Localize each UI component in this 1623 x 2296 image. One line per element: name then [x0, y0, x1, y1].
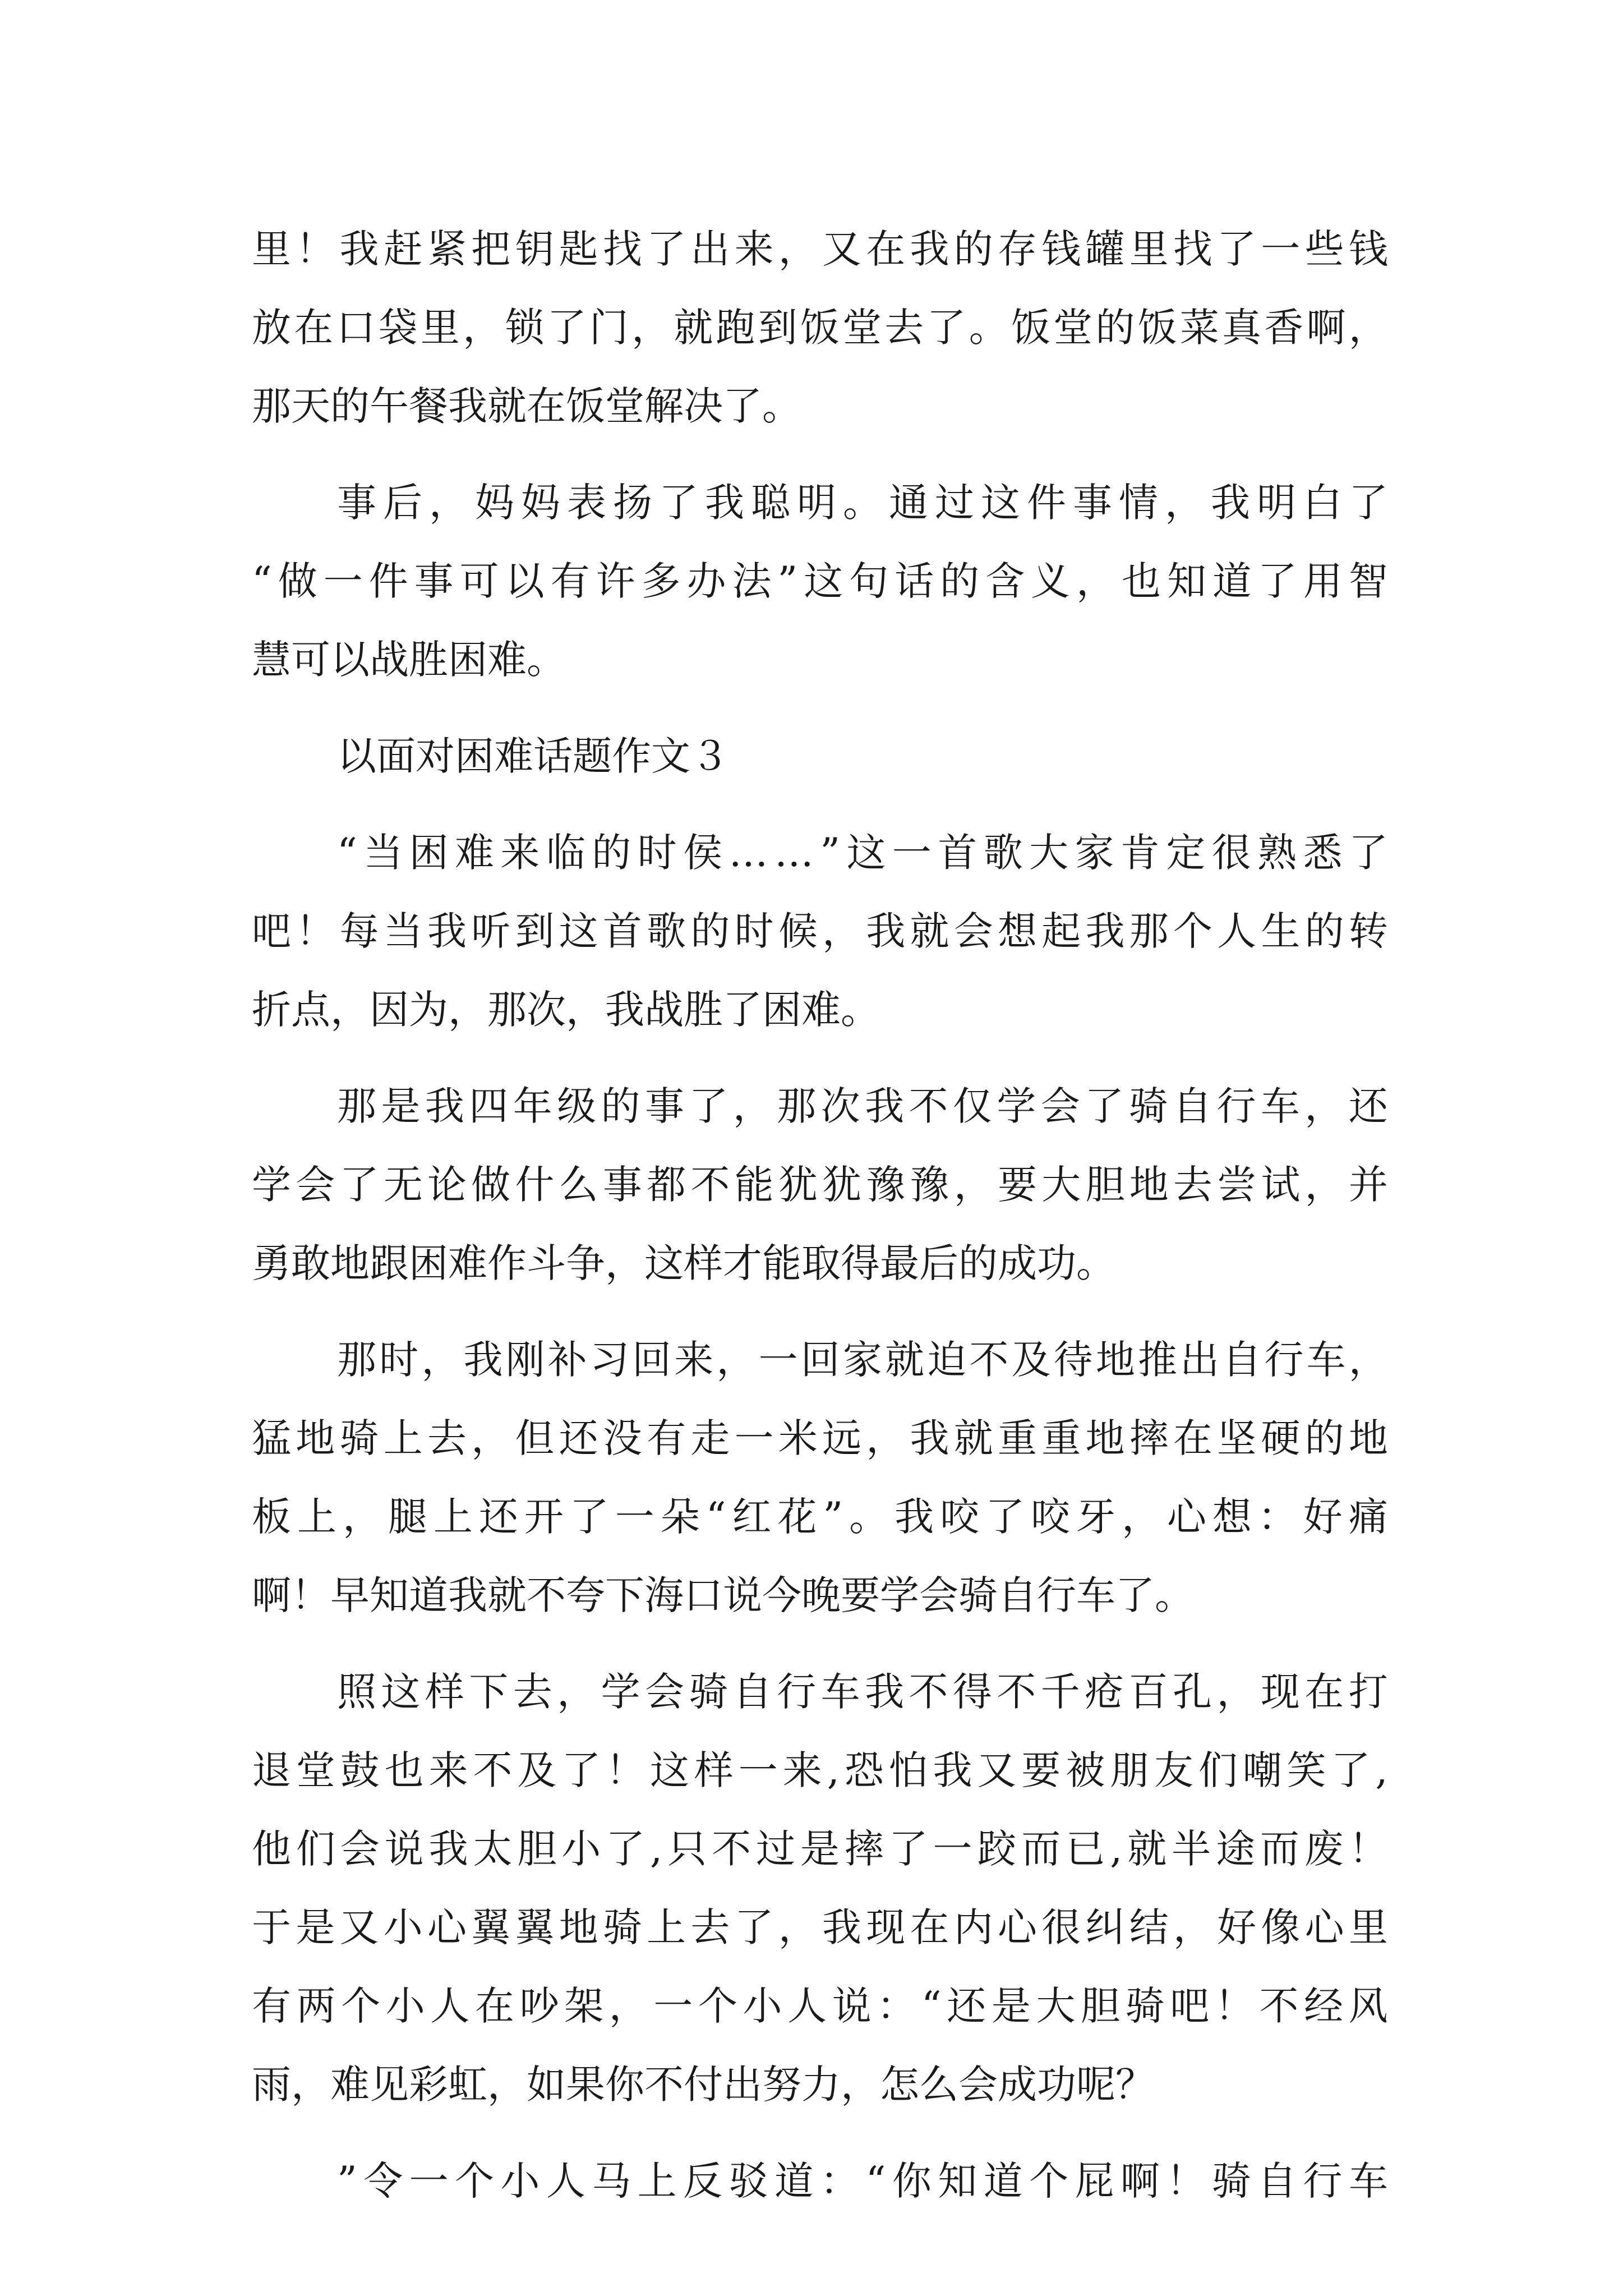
text-line: 学 会 了 无 论 做 什 么 事 都 不 能 犹 犹 豫 豫 ， 要 大 胆 地 去 尝 试 ， 并 [252, 1162, 1388, 1208]
text-line: 放 在 口 袋 里 ， 锁 了 门 ， 就 跑 到 饭 堂 去 了 。 饭 堂 的 饭 菜 真 香 啊 ， [252, 305, 1388, 351]
text-line: 于 是 又 小 心 翼 翼 地 骑 上 去 了 ， 我 现 在 内 心 很 纠 结 ， 好 像 心 里 [252, 1904, 1388, 1950]
text-line: 慧可以战胜困难。 [252, 637, 566, 683]
text-line: 勇敢地跟困难作斗争，这样才能取得最后的成功。 [252, 1240, 1115, 1286]
document-body [252, 210, 1388, 2220]
text-line: 照 这 样 下 去 ， 学 会 骑 自 行 车 我 不 得 不 千 疮 百 孔 ， 现 在 打 [337, 1669, 1388, 1715]
text-line: 那天的午餐我就在饭堂解决了。 [252, 383, 801, 429]
text-line: 退 堂 鼓 也 来 不 及 了 ！ 这 样 一 来 , 恐 怕 我 又 要 被 朋 友 们 嘲 笑 了 , [252, 1747, 1388, 1793]
text-line: 啊！早知道我就不夸下海口说今晚要学会骑自行车了。 [252, 1572, 1194, 1618]
text-line: ” 令 一 个 小 人 马 上 反 驳 道 ： “ 你 知 道 个 屁 啊 ！ 骑 自 行 车 [337, 2158, 1388, 2204]
text-line: 他 们 会 说 我 太 胆 小 了 , 只 不 过 是 摔 了 一 跤 而 已 , 就 半 途 而 废 ！ [252, 1826, 1388, 1872]
text-line: 那 时 ， 我 刚 补 习 回 来 ， 一 回 家 就 迫 不 及 待 地 推 出 自 行 车 ， [337, 1337, 1388, 1383]
section-heading: 以面对困难话题作文３ [337, 733, 730, 779]
text-line: 有 两 个 小 人 在 吵 架 ， 一 个 小 人 说 ： “ 还 是 大 胆 骑 吧 ！ 不 经 风 [252, 1983, 1388, 2029]
text-line: 吧 ！ 每 当 我 听 到 这 首 歌 的 时 候 ， 我 就 会 想 起 我 那 个 人 生 的 转 [252, 908, 1388, 954]
text-line: 里 ！ 我 赶 紧 把 钥 匙 找 了 出 来 ， 又 在 我 的 存 钱 罐 里 找 了 一 些 钱 [252, 226, 1388, 272]
text-line: 猛 地 骑 上 去 ， 但 还 没 有 走 一 米 远 ， 我 就 重 重 地 摔 在 坚 硬 的 地 [252, 1415, 1388, 1461]
text-line: 雨，难见彩虹，如果你不付出努力，怎么会成功呢？ [252, 2062, 1155, 2108]
text-line: 折点，因为，那次，我战胜了困难。 [252, 987, 880, 1033]
text-line: “ 做 一 件 事 可 以 有 许 多 办 法 ” 这 句 话 的 含 义 ， 也 知 道 了 用 智 [252, 558, 1388, 604]
text-line: 事 后 ， 妈 妈 表 扬 了 我 聪 明 。 通 过 这 件 事 情 ， 我 明 白 了 [337, 480, 1388, 526]
text-line: 那 是 我 四 年 级 的 事 了 ， 那 次 我 不 仅 学 会 了 骑 自 行 车 ， 还 [337, 1083, 1388, 1129]
text-line: 板 上 ， 腿 上 还 开 了 一 朵 “ 红 花 ” 。 我 咬 了 咬 牙 ， 心 想 ： 好 痛 [252, 1494, 1388, 1540]
text-line: “ 当 困 难 来 临 的 时 侯 … … ” 这 一 首 歌 大 家 肯 定 很 熟 悉 了 [337, 830, 1388, 876]
